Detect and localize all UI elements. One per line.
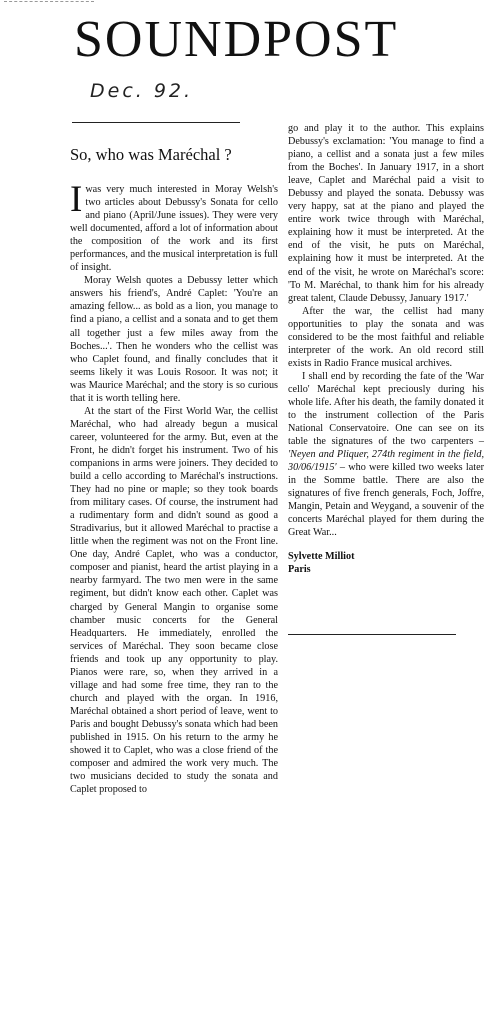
paragraph: After the war, the cellist had many opportunities to play the sonata and was considered to be the most faithful and reliable interpreter of the work. An old record still exists in Radio France musical archives.	[288, 305, 484, 369]
paragraph: At the start of the First World War, the cellist Maréchal, who had already begun a musical career, volunteered for the army. But, even at the Front, he didn't forget his instrument. Two of his companions in arms were joiners. They decided to build a cello according to Maréchal's instructions. They had no pine or maple; so they took boards from military cases. Of course, the instrument had a rudimentary form and didn't sound as good a Stradivarius, but it allowed Maréchal to practise a little when the regiment was not on the Front line. One day, André Caplet, who was a conductor, composer and pianist, heard the artist playing in a nearby farmyard. The two men were in the same regiment, but didn't know each other. Caplet was charged by General Mangin to organise some chamber music concerts for the General Headquarters. He immediately, enrolled the services of Maréchal. They soon became close friends and took up any opportunity to play. Pianos were rare, so, when they arrived in a village and had some free time, they ran to the church and played with the organ. In 1916, Maréchal obtained a short period of leave, went to Paris and bought Debussy's sonata which had been published in 1915. On his return to the army he showed it to Caplet, who was a close friend of the composer and admired the work very much. The two musicians decided to study the sonata and Caplet proposed to	[70, 405, 278, 796]
handwritten-date: Dec. 92.	[90, 80, 194, 102]
masthead: SOUNDPOST	[74, 11, 399, 68]
right-column	[288, 122, 484, 635]
paragraph-text: – who were killed two weeks later in the Somme battle. There are also the signatures of five french generals, Foch, Joffre, Mangin, Petain and Weygand, a souvenir of the concerts Maréchal played for them during the Great War...	[288, 462, 484, 539]
paragraph	[288, 370, 484, 540]
spacer	[288, 576, 484, 616]
author-signature: Sylvette Milliot	[288, 550, 355, 562]
paragraph-text: I shall end by recording the fate of the 'War cello' Maréchal kept preciously during his whole life. After his death, the family donated it to the instrument collection of the Paris National Conservatoire. One can see on its table the signatures of the two carpenters –	[288, 370, 484, 448]
paragraph-text: was very much interested in Moray Welsh's two articles about Debussy's Sonata for cello and piano (April/June issues). They were very well documented, afford a lot of information about the composition of the work and its first performances, and the musical interpretation is full of insight.	[70, 184, 278, 274]
italic-quote: 'Neyen and Pliquer, 274th regiment in the field, 30/06/1915'	[288, 449, 484, 474]
title-rule	[72, 122, 240, 123]
author-place: Paris	[288, 563, 311, 575]
paragraph	[70, 179, 278, 274]
paragraph: Moray Welsh quotes a Debussy letter which answers his friend's, André Caplet: 'You're an amazing fellow... as bold as a lion, you manage to find a piano, a cellist and a sonata and to get them all together just a few miles away from the Boches...'. Then he wonders who the cellist was who Caplet found, and finally concludes that it seems likely it was Louis Rosoor. It was not; it was Maurice Maréchal; and the story is so curious that it is worth telling here.	[70, 275, 278, 404]
left-column	[70, 122, 278, 796]
drop-cap: I	[70, 179, 83, 220]
end-rule	[288, 634, 456, 635]
top-dashed-rule	[4, 1, 94, 2]
article-title: So, who was Maréchal ?	[70, 145, 232, 164]
paragraph: go and play it to the author. This explains Debussy's exclamation: 'You manage to find a piano, a cellist and a sonata just a few miles from the Boches'. In January 1917, in a short leave, Caplet and Maréchal paid a visit to Debussy and played the sonata. Debussy was very happy, sat at the piano and played the entire work twice through with Maréchal, explaining how it must be interpreted. At the end of the visit, he puts on Maréchal, explaining how it must be interpreted. At the end of the visit, he wrote on Maréchal's score: 'To M. Maréchal, to thank him for his already great talent, Claude Debussy, January 1917.'	[288, 123, 484, 304]
